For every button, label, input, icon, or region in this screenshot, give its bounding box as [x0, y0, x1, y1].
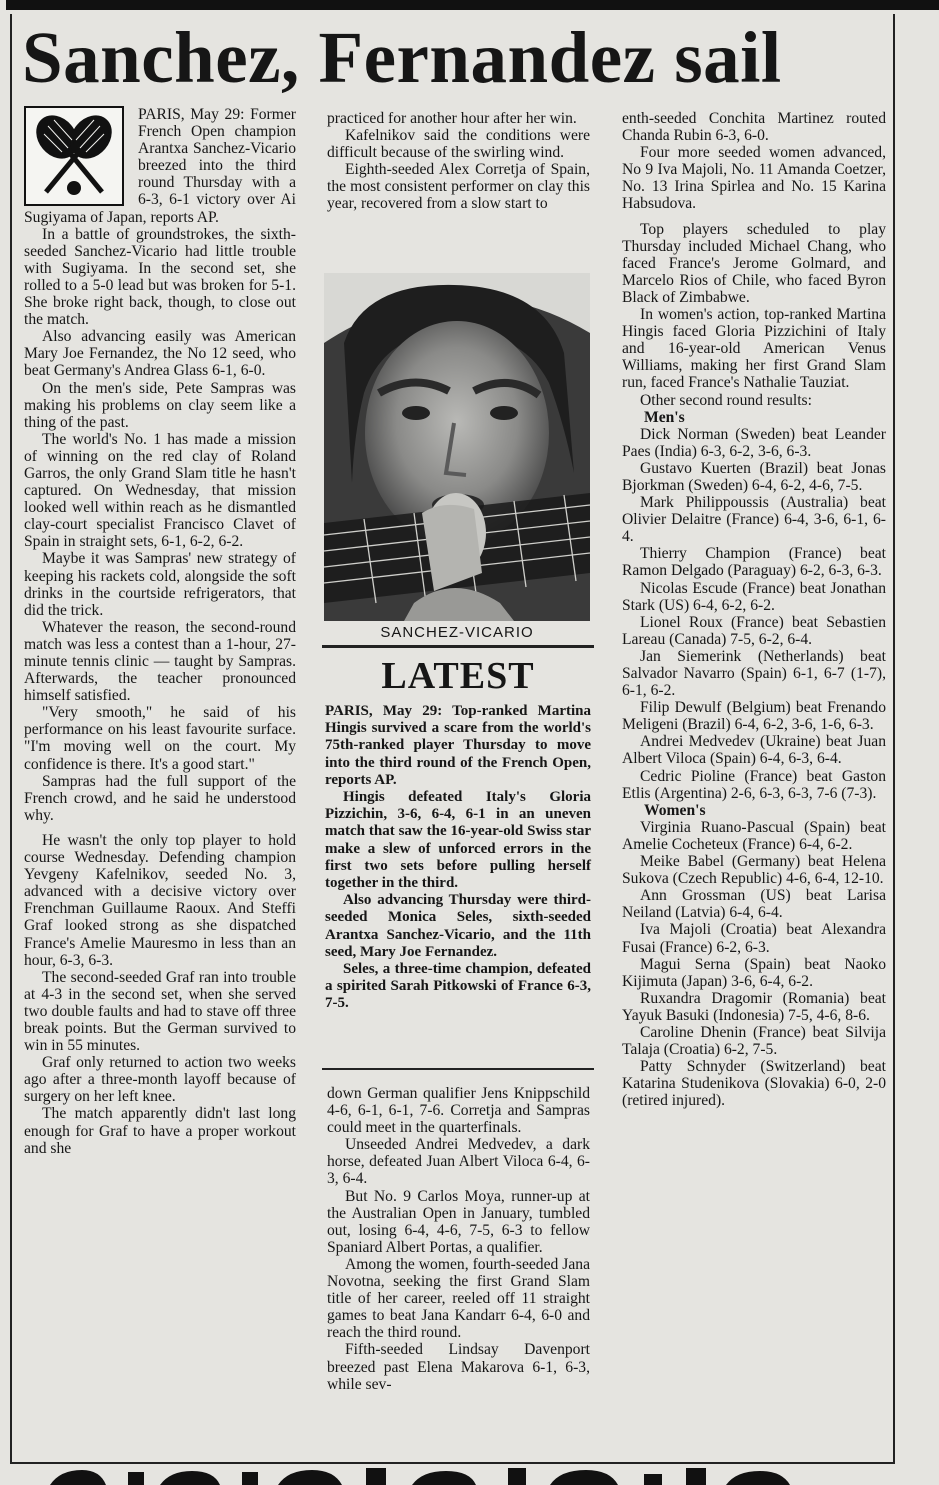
- paragraph: Sampras had the full support of the French crowd, and he said he understood why.: [24, 772, 296, 824]
- latest-box: [322, 645, 594, 1070]
- paragraph: Among the women, fourth-seeded Jana Novotna, seeking the first Grand Slam title of her career, reeled off 11 straight games to beat Jana Kandarr 6-4, 6-0 and reach the third round.: [327, 1255, 590, 1342]
- paragraph: Seles, a three-time champion, defeated a spirited Sarah Pitkowski of France 6-3, 7-5.: [325, 961, 591, 1012]
- column-frame-bottom: [10, 1462, 895, 1464]
- result-line: Jan Siemerink (Netherlands) beat Salvador Navarro (Spain) 6-1, 6-7 (1-7), 6-1, 6-2.: [622, 647, 886, 700]
- column-frame-right: [893, 14, 895, 1464]
- article-column-2-bottom: [327, 1085, 590, 1393]
- womens-results-heading: Women's: [644, 801, 706, 819]
- paragraph: Also advancing Thursday were third-seeded Monica Seles, sixth-seeded Arantxa Sanchez-Vicario, and the 11th seed, Mary Joe Fernandez.: [325, 892, 591, 960]
- result-line: Virginia Ruano-Pascual (Spain) beat Amelie Cocheteux (France) 6-4, 6-2.: [622, 818, 886, 853]
- next-headline-fragment: [20, 1468, 890, 1485]
- paragraph: Maybe it was Sampras' new strategy of keeping his rackets cold, alongside the soft drinks in the courtside refrigerators, that did the trick.: [24, 550, 296, 619]
- paragraph: Eighth-seeded Alex Corretja of Spain, the most consistent performer on clay this year, recovered from a slow start to: [327, 161, 590, 213]
- paragraph: enth-seeded Conchita Martinez routed Chanda Rubin 6-3, 6-0.: [622, 110, 886, 145]
- paragraph: practiced for another hour after her win.: [327, 110, 577, 127]
- article-column-3: [622, 110, 886, 1109]
- result-line: Dick Norman (Sweden) beat Leander Paes (India) 6-3, 6-2, 3-6, 6-3.: [622, 425, 886, 460]
- result-line: Gustavo Kuerten (Brazil) beat Jonas Bjorkman (Sweden) 6-4, 6-2, 4-6, 7-5.: [622, 459, 886, 494]
- result-line: Nicolas Escude (France) beat Jonathan Stark (US) 6-4, 6-2, 6-2.: [622, 579, 886, 614]
- result-line: Lionel Roux (France) beat Sebastien Lareau (Canada) 7-5, 6-2, 6-4.: [622, 613, 886, 648]
- paragraph: Kafelnikov said the conditions were difficult because of the swirling wind.: [327, 127, 590, 162]
- player-photo: [324, 273, 590, 621]
- paragraph: PARIS, May 29: Top-ranked Martina Hingis survived a scare from the world's 75th-ranked player Thursday to move into the third round of the French Open, reports AP.: [325, 703, 591, 788]
- paragraph: He wasn't the only top player to hold course Wednesday. Defending champion Yevgeny Kafelnikov, seeded No. 3, advanced with a decisive victory over Frenchman Guillaume Raoux. And Steffi Graf looked strong as she dispatched France's Amelie Mauresmo in less than an hour, 6-3, 6-3.: [24, 831, 296, 969]
- result-line: Ann Grossman (US) beat Larisa Neiland (Latvia) 6-4, 6-4.: [622, 887, 886, 922]
- result-line: Iva Majoli (Croatia) beat Alexandra Fusai (France) 6-2, 6-3.: [622, 921, 886, 956]
- paragraph: Unseeded Andrei Medvedev, a dark horse, defeated Juan Albert Viloca 6-4, 6-3, 6-4.: [327, 1136, 590, 1188]
- latest-title: LATEST: [381, 655, 535, 697]
- paragraph: Hingis defeated Italy's Gloria Pizzichin, 3-6, 6-4, 6-1 in an uneven match that saw the 16-year-old Swiss star make a slew of unforced errors in the first two sets before pulling herself together in the third.: [325, 789, 591, 892]
- mens-results-heading: Men's: [644, 408, 685, 426]
- paragraph: Top players scheduled to play Thursday included Michael Chang, who faced France's Jerome Golmard, and Marcelo Rios of Chile, who faced Byron Black of Zimbabwe.: [622, 220, 886, 306]
- latest-text: [325, 703, 591, 1013]
- paragraph: The world's No. 1 has made a mission of winning on the red clay of Roland Garros, the only Grand Slam title he hasn't captured. On Wednesday, that mission looked well within reach as he dismantled clay-court specialist Francisco Clavet of Spain in straight sets, 6-1, 6-2, 6-2.: [24, 430, 296, 551]
- paragraph: Whatever the reason, the second-round match was less a contest than a 1-hour, 27-minute tennis clinic — taught by Sampras. Afterwards, the teacher pronounced himself satisfied.: [24, 618, 296, 705]
- result-line: Meike Babel (Germany) beat Helena Sukova (Czech Republic) 4-6, 6-4, 12-10.: [622, 853, 886, 888]
- paragraph: The second-seeded Graf ran into trouble at 4-3 in the second set, when she served two double faults and had to stave off three break points. But the German survived to win in 55 minutes.: [24, 968, 296, 1055]
- paragraph: PARIS, May 29: Former French Open champion Arantxa Sanchez-Vicario breezed into the third round Thursday with a 6-3, 6-1 victory over Ai Sugiyama of Japan, reports AP.: [24, 106, 296, 226]
- result-line: Magui Serna (Spain) beat Naoko Kijimuta (Japan) 3-6, 6-4, 6-2.: [622, 955, 886, 990]
- paragraph: The match apparently didn't last long enough for Graf to have a proper workout and she: [24, 1105, 296, 1157]
- result-line: Thierry Champion (France) beat Ramon Delgado (Paraguay) 6-2, 6-3, 6-3.: [622, 545, 886, 580]
- result-line: Mark Philippoussis (Australia) beat Olivier Delaitre (France) 6-4, 3-6, 6-1, 6-4.: [622, 494, 886, 546]
- result-line: Andrei Medvedev (Ukraine) beat Juan Albert Viloca (Spain) 6-4, 6-3, 6-4.: [622, 733, 886, 768]
- top-rule: [6, 0, 939, 10]
- article-column-1: [24, 106, 296, 1157]
- article-column-2-top: [327, 110, 590, 213]
- result-line: Cedric Pioline (France) beat Gaston Etlis (Argentina) 2-6, 6-3, 6-3, 7-6 (7-3).: [622, 767, 886, 802]
- paragraph: "Very smooth," he said of his performance on his least favourite surface. "I'm moving well on the court. My confidence is there. It's a good start.": [24, 704, 296, 773]
- headline: Sanchez, Fernandez sail: [22, 17, 782, 98]
- paragraph: Other second round results:: [640, 391, 812, 409]
- paragraph: down German qualifier Jens Knippschild 4-6, 6-1, 6-1, 7-6. Corretja and Sampras could meet in the quarterfinals.: [327, 1085, 590, 1137]
- result-line: Filip Dewulf (Belgium) beat Frenando Meligeni (Brazil) 6-4, 6-2, 3-6, 1-6, 6-3.: [622, 699, 886, 734]
- column-frame-left: [10, 14, 12, 1464]
- paragraph: Also advancing easily was American Mary Joe Fernandez, the No 12 seed, who beat Germany's Andrea Glass 6-1, 6-0.: [24, 328, 296, 380]
- photo-caption: SANCHEZ-VICARIO: [380, 624, 534, 641]
- result-line: Ruxandra Dragomir (Romania) beat Yayuk Basuki (Indonesia) 7-5, 4-6, 8-6.: [622, 989, 886, 1024]
- result-line: Caroline Dhenin (France) beat Silvija Talaja (Croatia) 6-2, 7-5.: [622, 1023, 886, 1059]
- paragraph: But No. 9 Carlos Moya, runner-up at the Australian Open in January, tumbled out, losing 6-4, 4-6, 7-5, 6-3 to fellow Spaniard Albert Portas, a qualifier.: [327, 1187, 590, 1256]
- paragraph: Four more seeded women advanced, No 9 Iva Majoli, No. 11 Amanda Coetzer, No. 13 Irina Spirlea and No. 15 Karina Habsudova.: [622, 144, 886, 213]
- tennis-rackets-icon: [24, 106, 124, 206]
- paragraph: Graf only returned to action two weeks ago after a three-month layoff because of surgery on her left knee.: [24, 1054, 296, 1106]
- paragraph: Fifth-seeded Lindsay Davenport breezed past Elena Makarova 6-1, 6-3, while sev-: [327, 1341, 590, 1393]
- paragraph: On the men's side, Pete Sampras was making his problems on clay seem like a thing of the past.: [24, 379, 296, 431]
- paragraph: In women's action, top-ranked Martina Hingis faced Gloria Pizzichini of Italy and 16-year-old American Venus Williams, making her first Grand Slam run, faced France's Nathalie Tauziat.: [622, 306, 886, 392]
- paragraph: In a battle of groundstrokes, the sixth-seeded Sanchez-Vicario had little trouble with Sugiyama. In the second set, she rolled to a 5-0 lead but was broken for 5-1. She broke right back, though, to close out the match.: [24, 225, 296, 329]
- result-line: Patty Schnyder (Switzerland) beat Katarina Studenikova (Slovakia) 6-0, 2-0 (retired injured).: [622, 1058, 886, 1110]
